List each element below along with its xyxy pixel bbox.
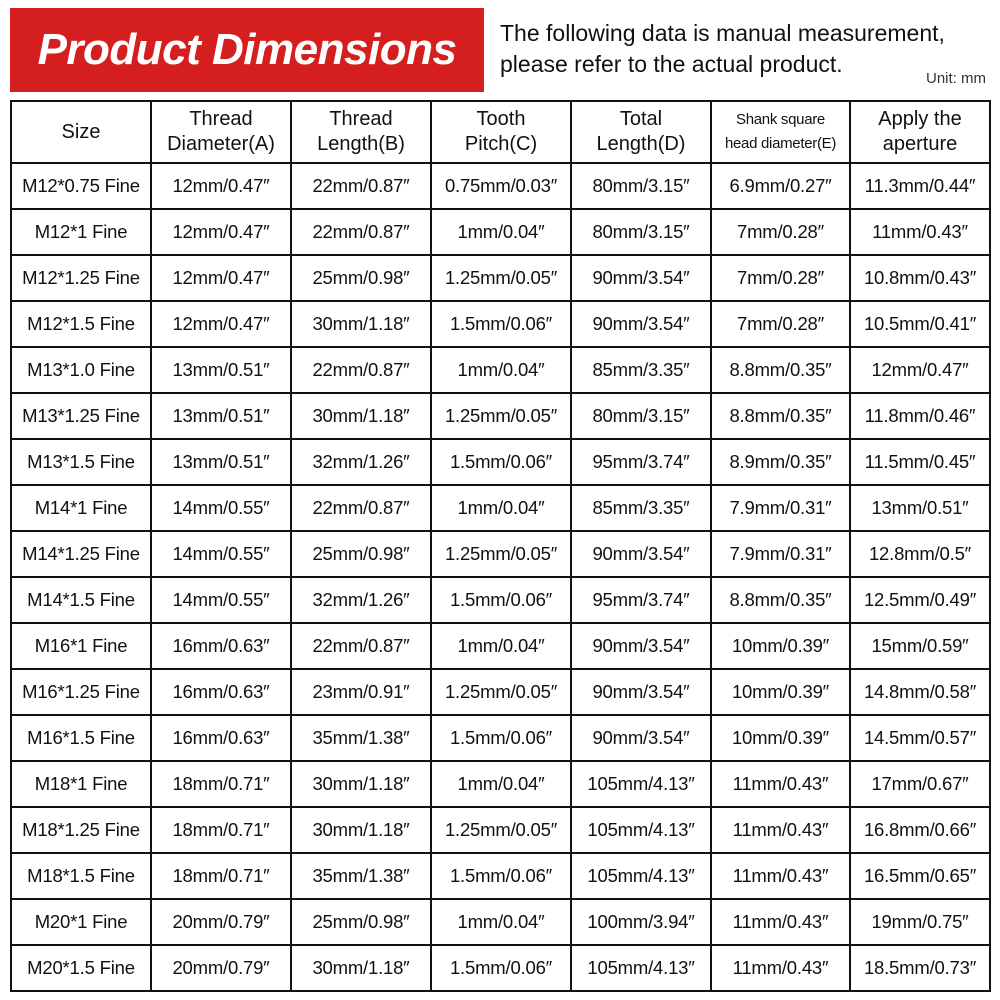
total-length-cell: 85mm/3.35″ (571, 485, 711, 531)
header-size (11, 101, 151, 163)
header-line: Thread (329, 108, 393, 130)
shank-head-diameter-cell: 7mm/0.28″ (711, 301, 850, 347)
header-tooth-pitch (431, 101, 571, 163)
aperture-cell: 13mm/0.51″ (850, 485, 990, 531)
aperture-cell: 19mm/0.75″ (850, 899, 990, 945)
total-length-cell: 100mm/3.94″ (571, 899, 711, 945)
total-length-cell: 80mm/3.15″ (571, 393, 711, 439)
tooth-pitch-cell: 1mm/0.04″ (431, 761, 571, 807)
thread-diameter-cell: 16mm/0.63″ (151, 715, 291, 761)
header-line: Diameter(A) (167, 133, 275, 155)
shank-head-diameter-cell: 11mm/0.43″ (711, 807, 850, 853)
shank-head-diameter-cell: 8.8mm/0.35″ (711, 393, 850, 439)
thread-diameter-cell: 20mm/0.79″ (151, 899, 291, 945)
thread-length-cell: 35mm/1.38″ (291, 715, 431, 761)
unit-label: Unit: mm (926, 70, 986, 87)
size-cell: M18*1.25 Fine (11, 807, 151, 853)
table-body (11, 163, 990, 991)
thread-length-cell: 30mm/1.18″ (291, 945, 431, 991)
measurement-note (500, 18, 990, 80)
tooth-pitch-cell: 1mm/0.04″ (431, 899, 571, 945)
size-cell: M12*1 Fine (11, 209, 151, 255)
table-row (11, 761, 990, 807)
size-cell: M16*1.25 Fine (11, 669, 151, 715)
table-row (11, 301, 990, 347)
header-line: Thread (189, 108, 253, 130)
size-cell: M14*1.25 Fine (11, 531, 151, 577)
thread-length-cell: 32mm/1.26″ (291, 439, 431, 485)
header-line: head diameter(E) (724, 135, 837, 152)
thread-length-cell: 32mm/1.26″ (291, 577, 431, 623)
thread-diameter-cell: 14mm/0.55″ (151, 577, 291, 623)
note-line-2: please refer to the actual product. (500, 51, 843, 77)
total-length-cell: 90mm/3.54″ (571, 669, 711, 715)
tooth-pitch-cell: 1.5mm/0.06″ (431, 945, 571, 991)
aperture-cell: 12.8mm/0.5″ (850, 531, 990, 577)
aperture-cell: 11.8mm/0.46″ (850, 393, 990, 439)
header-line: Tooth (476, 108, 526, 130)
tooth-pitch-cell: 1.25mm/0.05″ (431, 393, 571, 439)
aperture-cell: 14.8mm/0.58″ (850, 669, 990, 715)
total-length-cell: 105mm/4.13″ (571, 945, 711, 991)
shank-head-diameter-cell: 8.8mm/0.35″ (711, 347, 850, 393)
thread-diameter-cell: 18mm/0.71″ (151, 807, 291, 853)
tooth-pitch-cell: 1.25mm/0.05″ (431, 807, 571, 853)
shank-head-diameter-cell: 10mm/0.39″ (711, 715, 850, 761)
size-cell: M18*1 Fine (11, 761, 151, 807)
tooth-pitch-cell: 1.5mm/0.06″ (431, 577, 571, 623)
header-total-length (571, 101, 711, 163)
tooth-pitch-cell: 1.25mm/0.05″ (431, 669, 571, 715)
thread-diameter-cell: 20mm/0.79″ (151, 945, 291, 991)
size-cell: M12*1.5 Fine (11, 301, 151, 347)
aperture-cell: 11.3mm/0.44″ (850, 163, 990, 209)
thread-length-cell: 22mm/0.87″ (291, 347, 431, 393)
tooth-pitch-cell: 0.75mm/0.03″ (431, 163, 571, 209)
table-row (11, 577, 990, 623)
aperture-cell: 16.5mm/0.65″ (850, 853, 990, 899)
total-length-cell: 105mm/4.13″ (571, 807, 711, 853)
size-cell: M12*1.25 Fine (11, 255, 151, 301)
tooth-pitch-cell: 1.25mm/0.05″ (431, 255, 571, 301)
thread-length-cell: 22mm/0.87″ (291, 209, 431, 255)
thread-diameter-cell: 12mm/0.47″ (151, 163, 291, 209)
shank-head-diameter-cell: 7.9mm/0.31″ (711, 485, 850, 531)
table-row (11, 163, 990, 209)
total-length-cell: 105mm/4.13″ (571, 761, 711, 807)
thread-length-cell: 22mm/0.87″ (291, 623, 431, 669)
thread-diameter-cell: 13mm/0.51″ (151, 439, 291, 485)
table-row (11, 531, 990, 577)
total-length-cell: 85mm/3.35″ (571, 347, 711, 393)
aperture-cell: 15mm/0.59″ (850, 623, 990, 669)
size-cell: M20*1.5 Fine (11, 945, 151, 991)
aperture-cell: 14.5mm/0.57″ (850, 715, 990, 761)
thread-length-cell: 30mm/1.18″ (291, 807, 431, 853)
thread-diameter-cell: 12mm/0.47″ (151, 301, 291, 347)
thread-diameter-cell: 14mm/0.55″ (151, 485, 291, 531)
header-thread-length (291, 101, 431, 163)
table-header-row (11, 101, 990, 163)
thread-length-cell: 35mm/1.38″ (291, 853, 431, 899)
shank-head-diameter-cell: 8.9mm/0.35″ (711, 439, 850, 485)
table-row (11, 347, 990, 393)
size-cell: M13*1.25 Fine (11, 393, 151, 439)
size-cell: M18*1.5 Fine (11, 853, 151, 899)
note-line-1: The following data is manual measurement, (500, 20, 945, 46)
size-cell: M13*1.5 Fine (11, 439, 151, 485)
shank-head-diameter-cell: 11mm/0.43″ (711, 945, 850, 991)
header-line: Pitch(C) (464, 133, 538, 155)
thread-length-cell: 22mm/0.87″ (291, 163, 431, 209)
aperture-cell: 12mm/0.47″ (850, 347, 990, 393)
tooth-pitch-cell: 1mm/0.04″ (431, 209, 571, 255)
shank-head-diameter-cell: 11mm/0.43″ (711, 899, 850, 945)
aperture-cell: 18.5mm/0.73″ (850, 945, 990, 991)
size-cell: M20*1 Fine (11, 899, 151, 945)
total-length-cell: 90mm/3.54″ (571, 715, 711, 761)
total-length-cell: 95mm/3.74″ (571, 439, 711, 485)
size-cell: M14*1 Fine (11, 485, 151, 531)
aperture-cell: 11mm/0.43″ (850, 209, 990, 255)
thread-diameter-cell: 18mm/0.71″ (151, 761, 291, 807)
table-row (11, 669, 990, 715)
total-length-cell: 90mm/3.54″ (571, 301, 711, 347)
table-row (11, 807, 990, 853)
table-row (11, 209, 990, 255)
header-thread-diameter (151, 101, 291, 163)
shank-head-diameter-cell: 10mm/0.39″ (711, 623, 850, 669)
shank-head-diameter-cell: 11mm/0.43″ (711, 853, 850, 899)
size-cell: M16*1 Fine (11, 623, 151, 669)
header-line: aperture (882, 133, 958, 155)
size-cell: M14*1.5 Fine (11, 577, 151, 623)
thread-length-cell: 30mm/1.18″ (291, 301, 431, 347)
header-line: Length(D) (596, 133, 686, 155)
total-length-cell: 105mm/4.13″ (571, 853, 711, 899)
table-row (11, 945, 990, 991)
total-length-cell: 90mm/3.54″ (571, 623, 711, 669)
total-length-cell: 80mm/3.15″ (571, 163, 711, 209)
thread-diameter-cell: 16mm/0.63″ (151, 623, 291, 669)
shank-head-diameter-cell: 10mm/0.39″ (711, 669, 850, 715)
total-length-cell: 80mm/3.15″ (571, 209, 711, 255)
thread-length-cell: 22mm/0.87″ (291, 485, 431, 531)
aperture-cell: 16.8mm/0.66″ (850, 807, 990, 853)
aperture-cell: 12.5mm/0.49″ (850, 577, 990, 623)
aperture-cell: 11.5mm/0.45″ (850, 439, 990, 485)
shank-head-diameter-cell: 8.8mm/0.35″ (711, 577, 850, 623)
thread-diameter-cell: 12mm/0.47″ (151, 255, 291, 301)
aperture-cell: 17mm/0.67″ (850, 761, 990, 807)
size-cell: M16*1.5 Fine (11, 715, 151, 761)
shank-head-diameter-cell: 7mm/0.28″ (711, 209, 850, 255)
total-length-cell: 90mm/3.54″ (571, 531, 711, 577)
header-apply-aperture (850, 101, 990, 163)
header-line: Total (619, 108, 663, 130)
tooth-pitch-cell: 1mm/0.04″ (431, 623, 571, 669)
table-row (11, 853, 990, 899)
table-row (11, 623, 990, 669)
size-cell: M13*1.0 Fine (11, 347, 151, 393)
table-row (11, 439, 990, 485)
total-length-cell: 90mm/3.54″ (571, 255, 711, 301)
tooth-pitch-cell: 1.25mm/0.05″ (431, 531, 571, 577)
shank-head-diameter-cell: 7mm/0.28″ (711, 255, 850, 301)
title-banner (10, 8, 484, 92)
thread-length-cell: 23mm/0.91″ (291, 669, 431, 715)
thread-diameter-cell: 18mm/0.71″ (151, 853, 291, 899)
table-row (11, 715, 990, 761)
table-row (11, 899, 990, 945)
shank-head-diameter-cell: 11mm/0.43″ (711, 761, 850, 807)
dimensions-table (10, 100, 991, 992)
table-row (11, 485, 990, 531)
thread-length-cell: 25mm/0.98″ (291, 255, 431, 301)
shank-head-diameter-cell: 6.9mm/0.27″ (711, 163, 850, 209)
tooth-pitch-cell: 1.5mm/0.06″ (431, 853, 571, 899)
shank-head-diameter-cell: 7.9mm/0.31″ (711, 531, 850, 577)
table-row (11, 255, 990, 301)
tooth-pitch-cell: 1.5mm/0.06″ (431, 439, 571, 485)
header-shank-square-head-diameter (711, 101, 850, 163)
thread-diameter-cell: 13mm/0.51″ (151, 347, 291, 393)
total-length-cell: 95mm/3.74″ (571, 577, 711, 623)
page-title: Product Dimensions (37, 25, 457, 74)
aperture-cell: 10.5mm/0.41″ (850, 301, 990, 347)
thread-diameter-cell: 13mm/0.51″ (151, 393, 291, 439)
aperture-cell: 10.8mm/0.43″ (850, 255, 990, 301)
thread-length-cell: 30mm/1.18″ (291, 761, 431, 807)
thread-diameter-cell: 14mm/0.55″ (151, 531, 291, 577)
header-line: Shank square (736, 111, 825, 128)
thread-length-cell: 30mm/1.18″ (291, 393, 431, 439)
header-line: Length(B) (317, 133, 405, 155)
header-size-label: Size (61, 120, 101, 143)
table-row (11, 393, 990, 439)
tooth-pitch-cell: 1.5mm/0.06″ (431, 715, 571, 761)
tooth-pitch-cell: 1.5mm/0.06″ (431, 301, 571, 347)
thread-diameter-cell: 12mm/0.47″ (151, 209, 291, 255)
header-line: Apply the (878, 108, 962, 130)
tooth-pitch-cell: 1mm/0.04″ (431, 347, 571, 393)
thread-length-cell: 25mm/0.98″ (291, 531, 431, 577)
thread-length-cell: 25mm/0.98″ (291, 899, 431, 945)
tooth-pitch-cell: 1mm/0.04″ (431, 485, 571, 531)
size-cell: M12*0.75 Fine (11, 163, 151, 209)
thread-diameter-cell: 16mm/0.63″ (151, 669, 291, 715)
